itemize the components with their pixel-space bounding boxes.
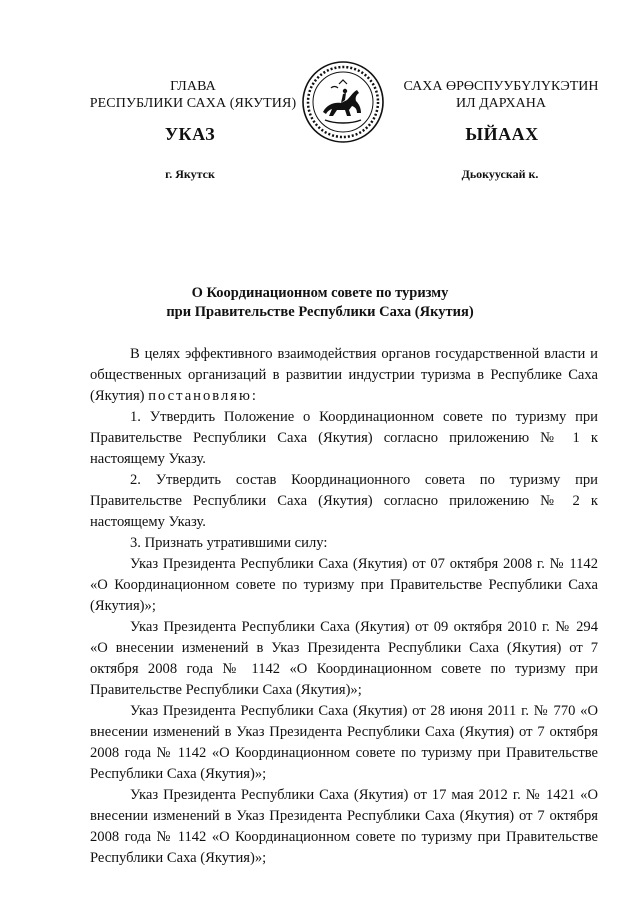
coat-of-arms-icon [301, 60, 385, 144]
document-body [90, 344, 598, 869]
city-left: г. Якутск [165, 167, 215, 181]
city-right: Дьокуускай к. [461, 167, 539, 181]
paragraph-decree-2011: Указ Президента Республики Саха (Якутия) от 28 июня 2011 г. № 770 «О внесении изменений в Указ Президента Республики Саха (Якутия) от 7 октября 2008 года № 1142 «О Координационном совете по туризму при Правительстве Республики Саха (Якутия)»; [90, 703, 598, 782]
document-title [90, 284, 550, 322]
paragraph-item-1: 1. Утвердить Положение о Координационном совете по туризму при Правительстве Республики Саха (Якутия) согласно приложению № 1 к настоящему Указу. [90, 409, 598, 467]
issuer-left-line2: РЕСПУБЛИКИ САХА (ЯКУТИЯ) [89, 96, 297, 111]
paragraph-decree-2010: Указ Президента Республики Саха (Якутия) от 09 октября 2010 г. № 294 «О внесении изменений в Указ Президента Республики Саха (Якутия) от 7 октября 2008 года № 1142 «О Координационном совете по туризму при Правительстве Республики Саха (Якутия)»; [90, 619, 598, 698]
paragraph-item-2: 2. Утвердить состав Координационного совета по туризму при Правительстве Республики Саха (Якутия) согласно приложению № 2 к настоящему Указу. [90, 472, 598, 530]
intro-text: В целях эффективного взаимодействия органов государственной власти и общественных организаций в развитии индустрии туризма в Республике Саха (Якутия) [90, 346, 598, 404]
doc-type-right: ЫЙААХ [465, 124, 539, 144]
title-line2: при Правительстве Республики Саха (Якутия) [166, 304, 474, 320]
issuer-left [88, 78, 298, 112]
issuer-right-line1: САХА ӨРӨСПУУБҮЛҮКЭТИН [403, 79, 599, 94]
issuer-left-line1: ГЛАВА [170, 79, 216, 94]
doc-type-left: УКАЗ [164, 124, 216, 144]
issuer-right [396, 78, 606, 112]
paragraph-decree-2008: Указ Президента Республики Саха (Якутия) от 07 октября 2008 г. № 1142 «О Координационном совете по туризму при Правительстве Республики Саха (Якутия)»; [90, 556, 598, 614]
paragraph-decree-2012: Указ Президента Республики Саха (Якутия) от 17 мая 2012 г. № 1421 «О внесении изменений в Указ Президента Республики Саха (Якутия) от 7 октября 2008 года № 1142 «О Координационном совете по туризму при Правительстве Республики Саха (Якутия)»; [90, 787, 598, 866]
issuer-right-line2: ИЛ ДАРХАНА [455, 96, 546, 111]
intro-paragraph [90, 344, 598, 407]
title-line1: О Координационном совете по туризму [191, 285, 449, 301]
paragraph-item-3: 3. Признать утратившими силу: [130, 535, 328, 551]
intro-keyword: постановляю: [148, 388, 258, 404]
